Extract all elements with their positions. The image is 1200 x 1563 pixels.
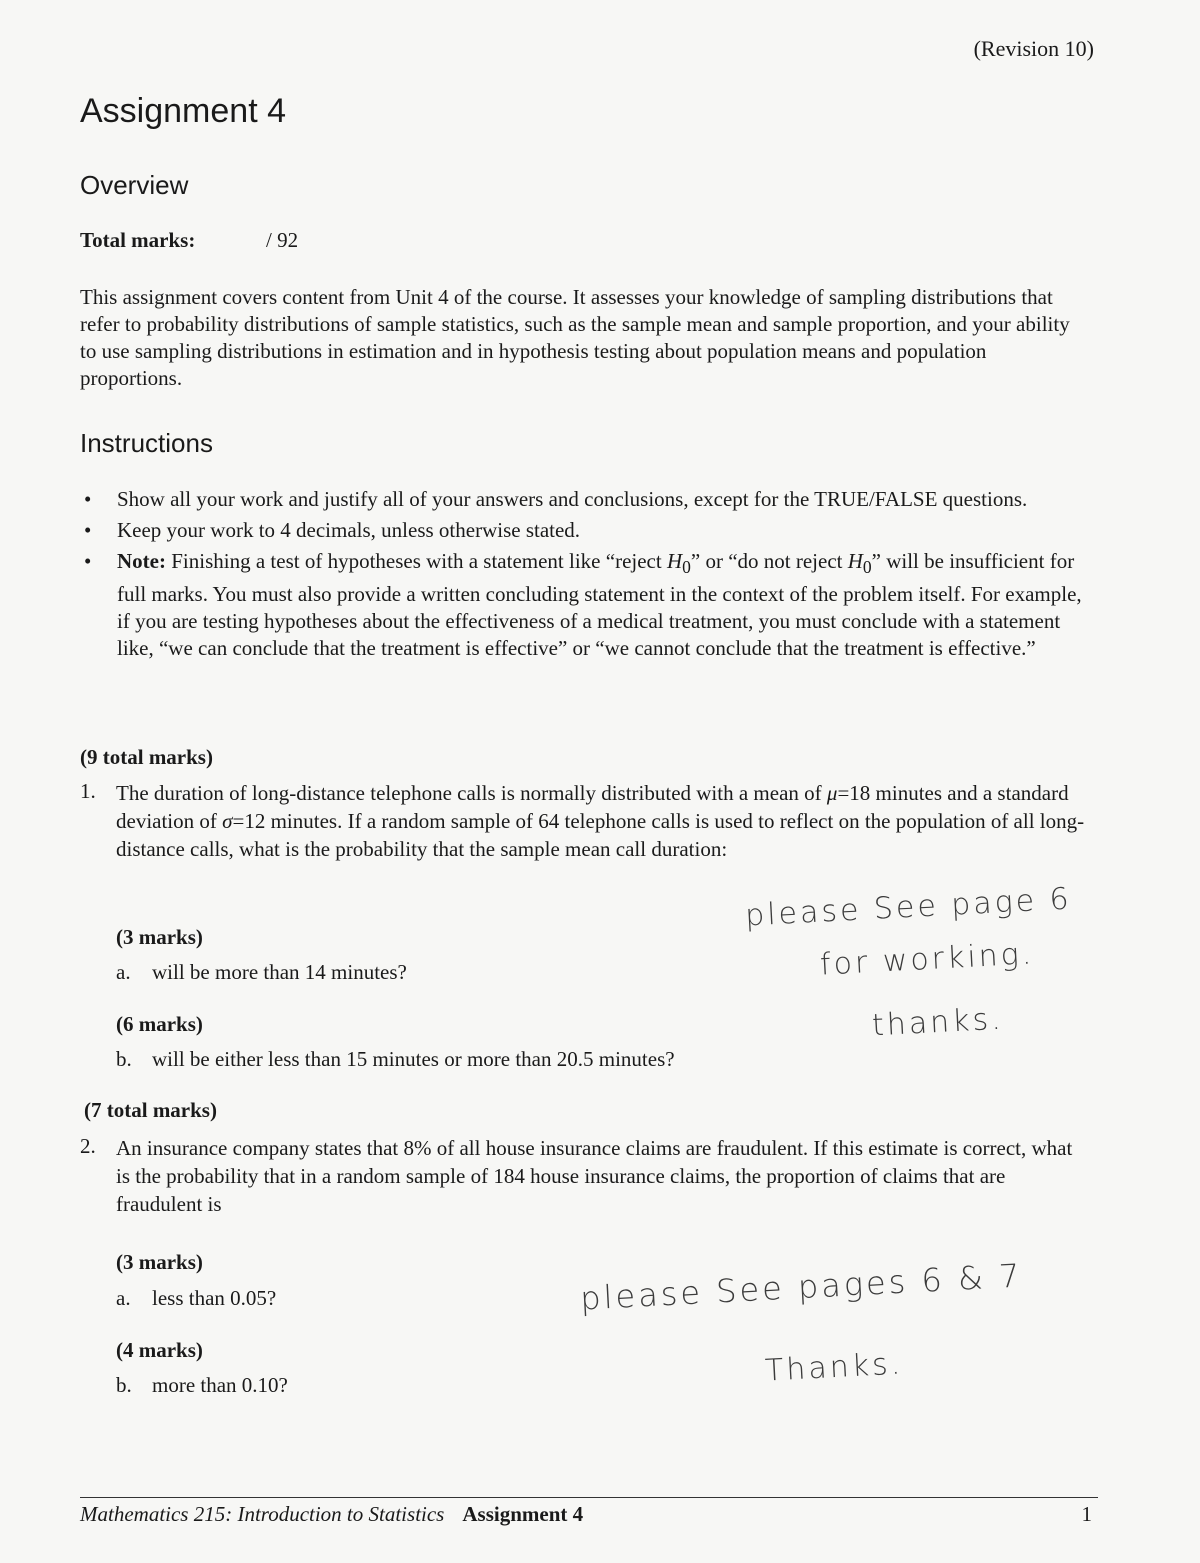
- q2b-marks: (4 marks): [116, 1338, 203, 1362]
- sigma-symbol: σ: [222, 809, 233, 833]
- h-subscript: 0: [862, 557, 872, 578]
- handwritten-note-line: Thanks.: [764, 1346, 905, 1389]
- q1-number: 1.: [80, 779, 96, 803]
- overview-paragraph: This assignment covers content from Unit 4 of the course. It assesses your knowledge of sampling distributions that refer to probability distributions of sample statistics, such as the sample mean and sample proportion, and your ability to use sampling distributions in estimation and in hypothesis testing about population means and population proportions.: [80, 285, 1070, 390]
- q2a-text: less than 0.05?: [152, 1286, 277, 1310]
- mu-symbol: μ: [826, 781, 838, 805]
- q2b: [116, 1373, 288, 1398]
- mu-value: =18: [837, 781, 871, 805]
- note-label: Note:: [117, 549, 166, 573]
- instruction-item: [80, 517, 1090, 544]
- q1-text-3: minutes. If a random sample of 64 telephone calls is used to reflect on the population of all long-distance calls, what is the probability that the sample mean call duration:: [116, 809, 1085, 861]
- instructions-heading: Instructions: [80, 428, 213, 458]
- q1-text-2: minutes and a standard deviation of: [116, 781, 1069, 833]
- instruction-text: Show all your work and justify all of your answers and conclusions, except for the TRUE/FALSE questions.: [117, 487, 1028, 511]
- h-symbol: H: [666, 549, 683, 573]
- q2-number: 2.: [80, 1134, 96, 1158]
- footer-course: Mathematics 215: Introduction to Statistics: [80, 1502, 445, 1526]
- q2a-label: a.: [116, 1286, 131, 1310]
- q1a-label: a.: [116, 960, 131, 984]
- footer-divider: [80, 1497, 1098, 1498]
- handwritten-note-line: please See page 6: [744, 881, 1073, 934]
- footer-assignment: Assignment 4: [462, 1502, 584, 1526]
- overview-heading: Overview: [80, 170, 189, 200]
- q1b-marks: (6 marks): [116, 1012, 203, 1036]
- instruction-item: [80, 486, 1090, 513]
- sigma-value: =12: [232, 809, 266, 833]
- q1b-text: will be either less than 15 minutes or more than 20.5 minutes?: [152, 1047, 675, 1071]
- q1b: [116, 1047, 675, 1072]
- handwritten-note-line: please See pages 6 & 7: [579, 1256, 1024, 1318]
- q1a-marks: (3 marks): [116, 925, 203, 949]
- instructions-list: [80, 486, 1090, 666]
- note-text-2: ” or “do not reject: [690, 549, 843, 573]
- note-text-1: Finishing a test of hypotheses with a statement like “reject: [171, 549, 662, 573]
- instruction-note: [80, 548, 1090, 662]
- total-marks: [80, 228, 298, 253]
- revision-label: (Revision 10): [973, 36, 1094, 61]
- q2b-text: more than 0.10?: [152, 1373, 288, 1397]
- q1-total-marks: (9 total marks): [80, 745, 213, 769]
- note-text-3: ” will be insufficient for full marks. You must also provide a written concluding statement in the context of the problem itself. For example, if you are testing hypotheses about the effectiveness of a medical treatment, you must conclude with a statement like, “we can conclude that the treatment is effective” or “we cannot conclude that the treatment is effective.”: [117, 549, 1082, 661]
- q1a-text: will be more than 14 minutes?: [152, 960, 407, 984]
- q1a: [116, 960, 407, 985]
- q2a-marks: (3 marks): [116, 1250, 203, 1274]
- page-number: 1: [1081, 1502, 1092, 1526]
- q2b-label: b.: [116, 1373, 132, 1397]
- handwritten-note-line: thanks.: [871, 1001, 1005, 1044]
- h-symbol: H: [847, 549, 863, 573]
- h-subscript: 0: [682, 557, 691, 578]
- q2-text: An insurance company states that 8% of all house insurance claims are fraudulent. If this estimate is correct, what is the probability that in a random sample of 184 house insurance claims, the proportion of claims that are fraudulent is: [116, 1136, 1073, 1216]
- q2-total-marks: (7 total marks): [84, 1098, 217, 1122]
- q1b-label: b.: [116, 1047, 132, 1071]
- handwritten-note-line: for working.: [819, 936, 1036, 983]
- total-marks-label: Total marks:: [80, 228, 196, 252]
- q1-text: [116, 779, 1091, 863]
- footer: [80, 1502, 583, 1527]
- total-marks-value: / 92: [266, 228, 299, 252]
- q1-text-1: The duration of long-distance telephone calls is normally distributed with a mean of: [116, 781, 822, 805]
- instruction-text: Keep your work to 4 decimals, unless otherwise stated.: [117, 518, 581, 542]
- page-title: Assignment 4: [80, 92, 286, 130]
- q2a: [116, 1286, 276, 1311]
